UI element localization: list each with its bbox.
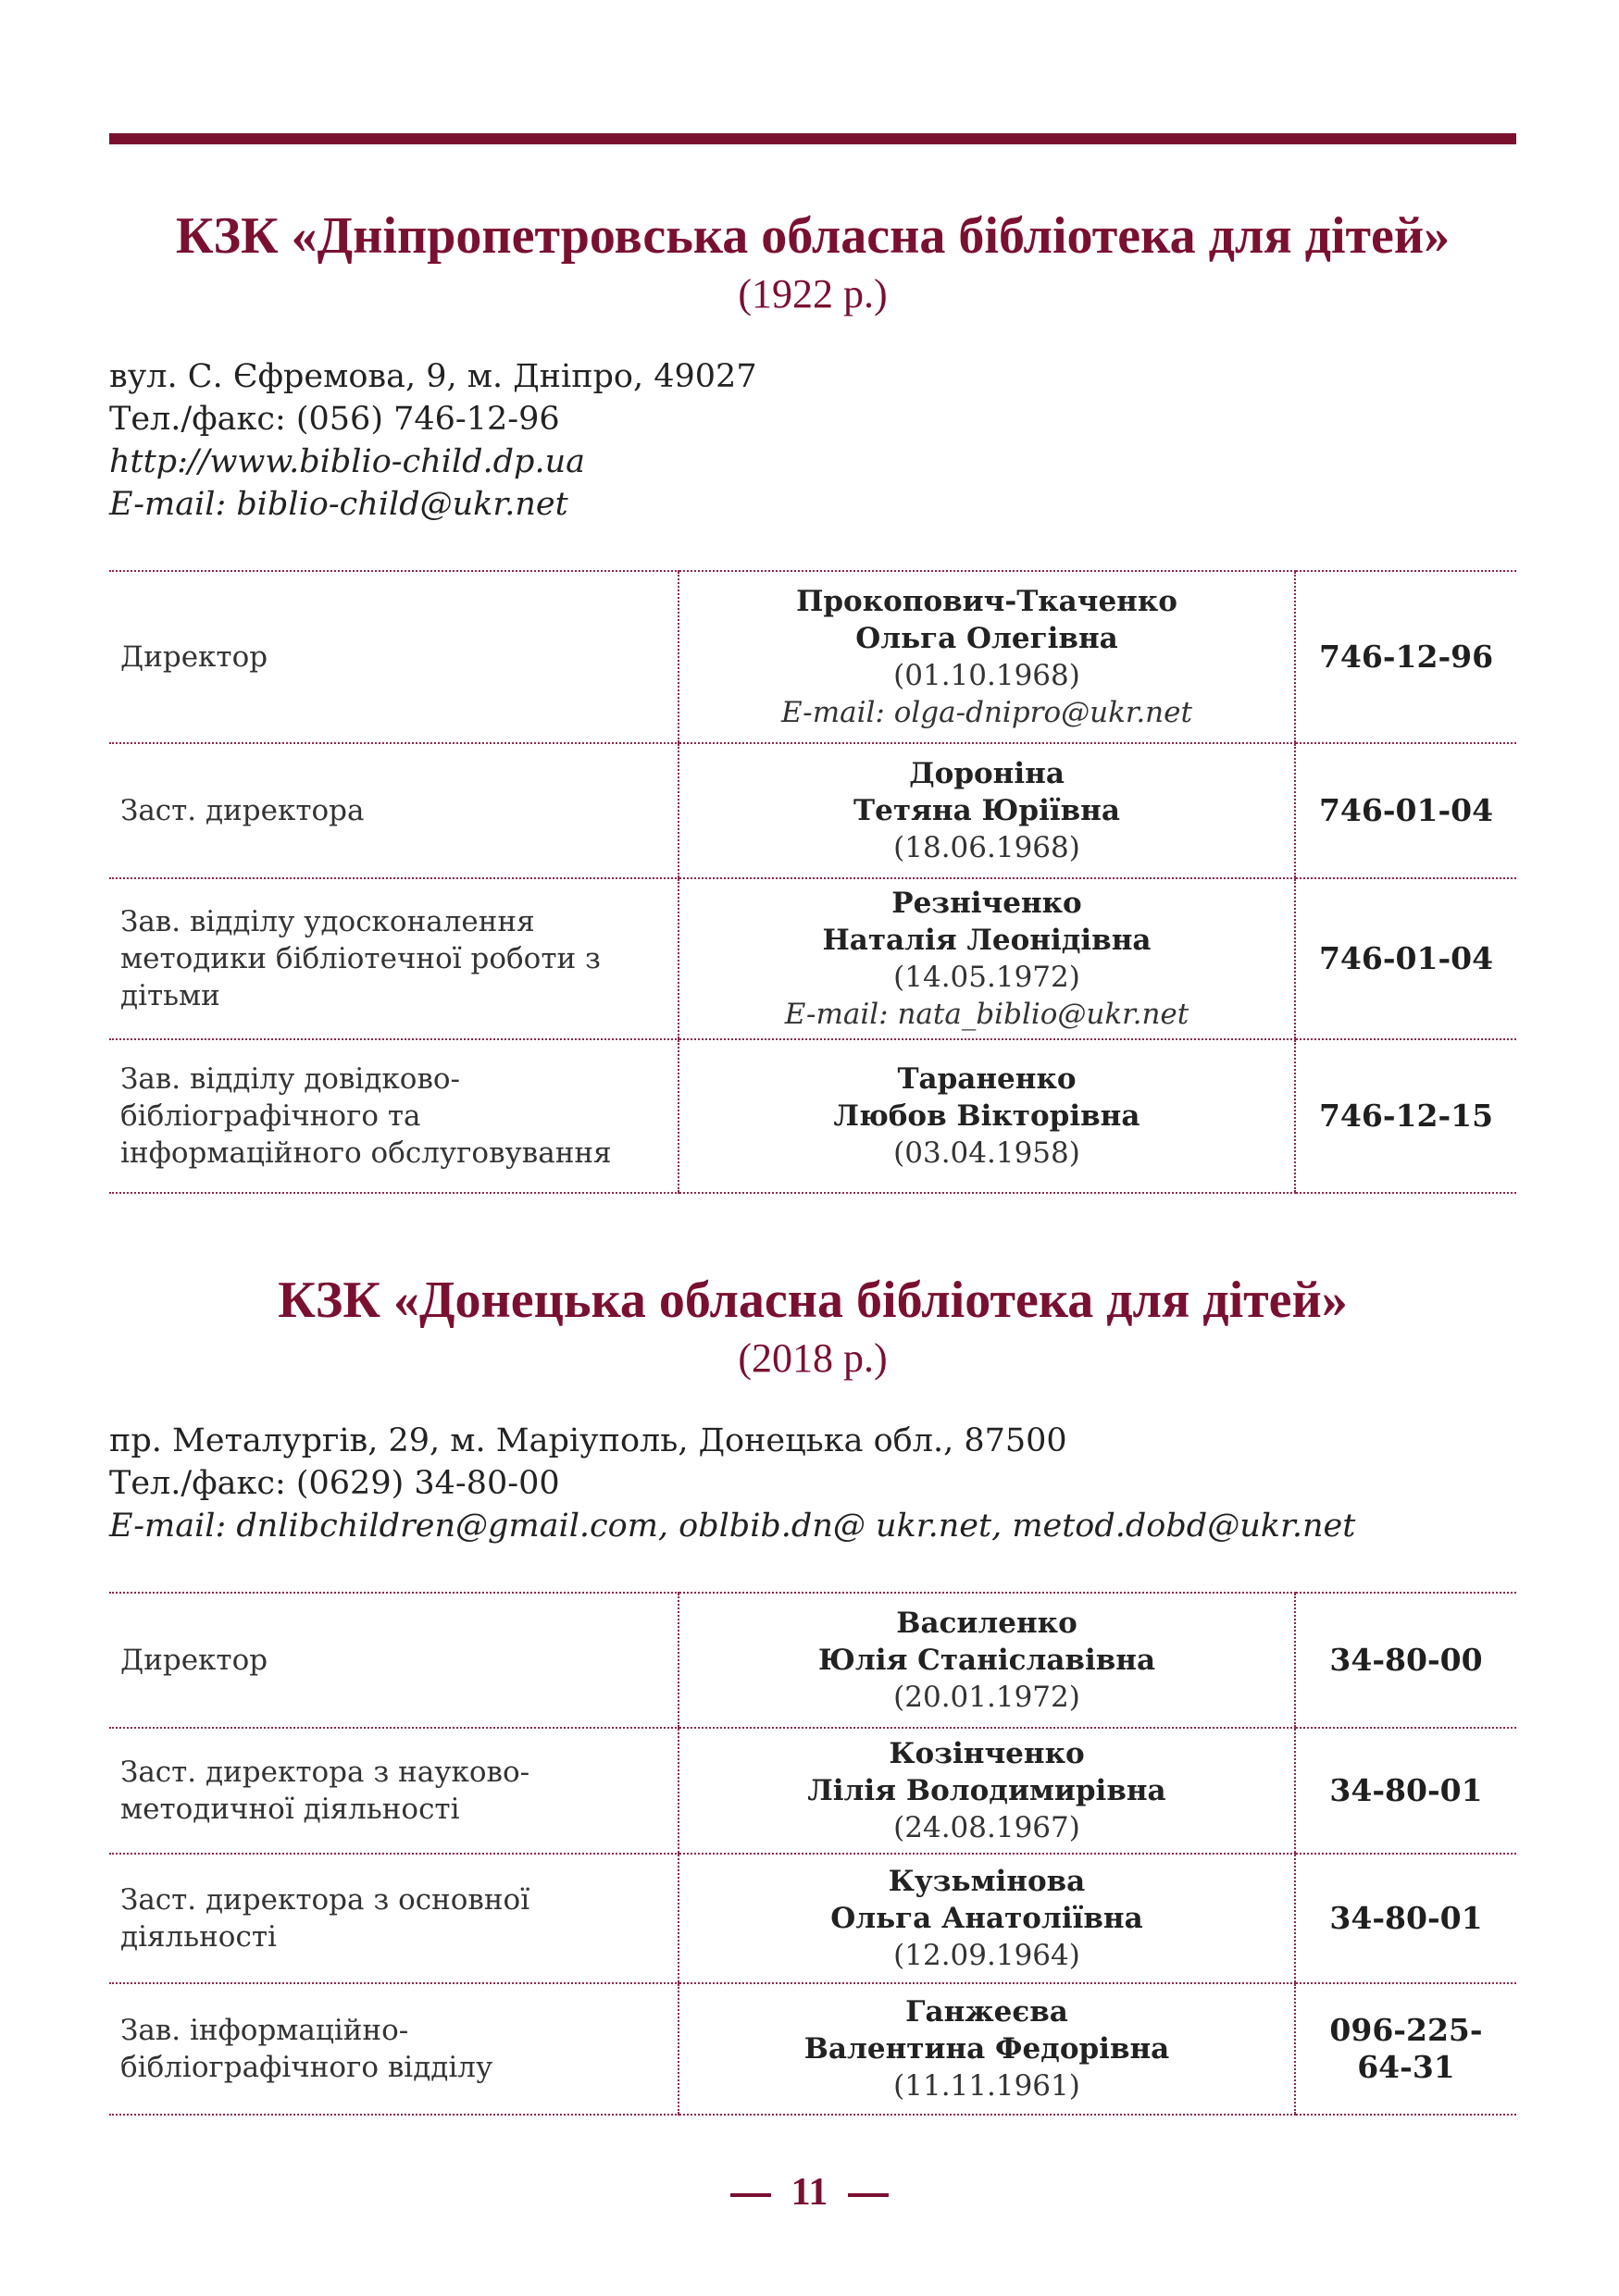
library-section-2: [109, 1268, 1516, 2116]
person-given-name: Ольга Олегівна: [855, 622, 1118, 655]
phone-cell: 746-01-04: [1295, 743, 1516, 878]
phone-cell: 34-80-01: [1295, 1728, 1516, 1854]
person-given-name: Валентина Федорівна: [803, 2032, 1170, 2066]
email-link[interactable]: E-mail: biblio-child@ukr.net: [109, 486, 568, 523]
top-rule: [109, 133, 1516, 144]
table-row: [109, 1593, 1516, 1728]
phone-cell: 746-12-96: [1295, 571, 1516, 743]
person-given-name: Лілія Володимирівна: [807, 1774, 1166, 1807]
person-given-name: Наталія Леонідівна: [822, 924, 1152, 957]
position-cell: Зав. відділу довідково-бібліографічного та інформаційного обслуговування: [109, 1039, 679, 1193]
person-surname: Резніченко: [891, 887, 1082, 920]
person-cell: [679, 571, 1295, 743]
library-title: КЗК «Донецька обласна бібліотека для дітей»: [278, 1272, 1348, 1329]
person-birthdate: (14.05.1972): [893, 961, 1080, 994]
table-row: [109, 1728, 1516, 1854]
person-given-name: Юлія Станіславівна: [817, 1644, 1156, 1677]
person-birthdate: (24.08.1967): [893, 1811, 1080, 1844]
person-surname: Ганжеєва: [905, 1995, 1068, 2029]
person-surname: Козінченко: [889, 1737, 1085, 1770]
table-row: [109, 571, 1516, 743]
person-birthdate: (03.04.1958): [893, 1136, 1080, 1170]
contact-block: [109, 1420, 1516, 1547]
table-row: [109, 1854, 1516, 1983]
person-given-name: Любов Вікторівна: [833, 1099, 1140, 1133]
person-cell: [679, 1593, 1295, 1728]
person-surname: Василенко: [896, 1607, 1077, 1640]
person-birthdate: (01.10.1968): [893, 659, 1080, 692]
position-cell: Директор: [109, 1593, 679, 1728]
phone-cell: 34-80-00: [1295, 1593, 1516, 1728]
website-link[interactable]: http://www.biblio-child.dp.ua: [109, 443, 585, 480]
person-cell: [679, 878, 1295, 1039]
person-birthdate: (11.11.1961): [893, 2069, 1080, 2103]
phone-fax: Тел./факс: (056) 746-12-96: [109, 401, 560, 438]
email-link[interactable]: E-mail: dnlibchildren@gmail.com, oblbib.dn@ ukr.net, metod.dobd@ukr.net: [109, 1508, 1356, 1545]
library-section-1: [109, 204, 1516, 1194]
phone-cell: 096-225-64-31: [1295, 1983, 1516, 2115]
address: вул. С. Єфремова, 9, м. Дніпро, 49027: [109, 358, 757, 395]
table-row: [109, 878, 1516, 1039]
phone-cell: 746-12-15: [1295, 1039, 1516, 1193]
person-surname: Кузьмінова: [888, 1865, 1086, 1898]
position-cell: Заст. директора з науково-методичної діяльності: [109, 1728, 679, 1854]
person-birthdate: (12.09.1964): [893, 1939, 1080, 1972]
contact-block: [109, 355, 1516, 526]
phone-fax: Тел./факс: (0629) 34-80-00: [109, 1465, 560, 1502]
person-birthdate: (18.06.1968): [893, 831, 1080, 864]
library-year: (1922 р.): [738, 271, 888, 316]
position-cell: Заст. директора: [109, 743, 679, 878]
person-birthdate: (20.01.1972): [893, 1681, 1080, 1714]
person-email[interactable]: E-mail: nata_biblio@ukr.net: [784, 998, 1189, 1031]
library-title: КЗК «Дніпропетровська обласна бібліотека для дітей»: [175, 207, 1451, 265]
table-row: [109, 743, 1516, 878]
table-row: [109, 1039, 1516, 1193]
phone-cell: 746-01-04: [1295, 878, 1516, 1039]
person-surname: Прокопович-Ткаченко: [796, 585, 1177, 618]
page-number-value: 11: [791, 2171, 828, 2214]
page-number-dash-left: [730, 2193, 771, 2197]
person-surname: Дороніна: [909, 757, 1065, 790]
position-cell: Зав. відділу удосконалення методики бібліотечної роботи з дітьми: [109, 878, 679, 1039]
person-cell: [679, 743, 1295, 878]
person-cell: [679, 1854, 1295, 1983]
page-number-dash-right: [848, 2193, 889, 2197]
person-cell: [679, 1728, 1295, 1854]
library-year: (2018 р.): [738, 1335, 888, 1381]
position-cell: Зав. інформаційно-бібліографічного відділу: [109, 1983, 679, 2115]
person-cell: [679, 1039, 1295, 1193]
person-cell: [679, 1983, 1295, 2115]
table-row: [109, 1983, 1516, 2115]
person-given-name: Тетяна Юріївна: [853, 794, 1120, 827]
person-surname: Тараненко: [897, 1062, 1077, 1096]
position-cell: Директор: [109, 571, 679, 743]
phone-cell: 34-80-01: [1295, 1854, 1516, 1983]
page-number: [0, 2170, 1619, 2215]
staff-table: [109, 570, 1516, 1194]
staff-table: [109, 1592, 1516, 2116]
position-cell: Заст. директора з основної діяльності: [109, 1854, 679, 1983]
address: пр. Металургів, 29, м. Маріуполь, Донецька обл., 87500: [109, 1422, 1067, 1459]
person-given-name: Ольга Анатоліївна: [830, 1902, 1143, 1935]
person-email[interactable]: E-mail: olga-dnipro@ukr.net: [781, 696, 1192, 729]
